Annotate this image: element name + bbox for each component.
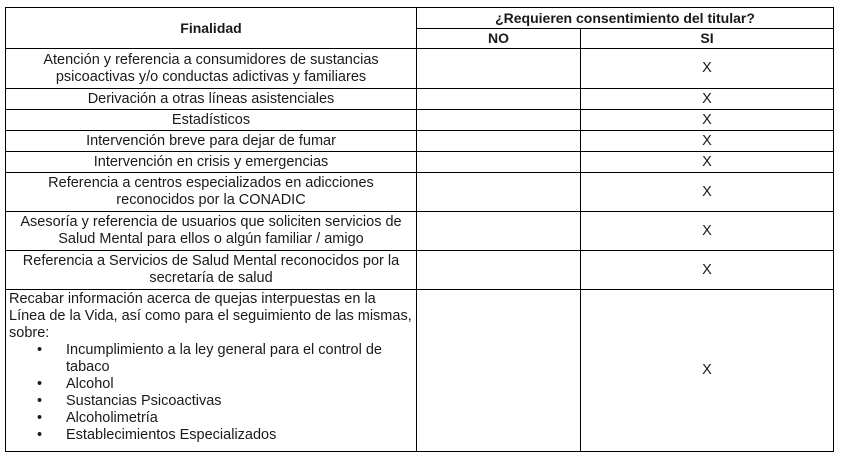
purpose-cell: Intervención en crisis y emergencias <box>6 152 417 173</box>
no-cell <box>417 131 581 152</box>
si-cell: X <box>581 173 834 212</box>
bullet-icon: • <box>37 427 43 443</box>
table-row <box>6 173 834 212</box>
list-item-label: Establecimientos Especializados <box>66 427 277 443</box>
no-cell <box>417 173 581 212</box>
no-cell <box>417 110 581 131</box>
no-cell <box>417 49 581 89</box>
header-row <box>6 8 834 29</box>
no-cell <box>417 212 581 251</box>
purpose-cell: Estadísticos <box>6 110 417 131</box>
table-row <box>6 290 834 452</box>
list-item-label: Sustancias Psicoactivas <box>66 393 222 409</box>
si-cell: X <box>581 251 834 290</box>
no-cell <box>417 251 581 290</box>
purpose-cell: Referencia a Servicios de Salud Mental reconocidos por la secretaría de salud <box>6 251 417 290</box>
si-cell: X <box>581 89 834 110</box>
complaints-list <box>9 342 413 444</box>
consent-question-header: ¿Requieren consentimiento del titular? <box>417 8 834 29</box>
table-row <box>6 131 834 152</box>
si-cell: X <box>581 131 834 152</box>
purpose-cell: Atención y referencia a consumidores de sustancias psicoactivas y/o conductas adictivas y familiares <box>6 49 417 89</box>
list-item-label: Alcohol <box>66 376 114 392</box>
list-item <box>37 376 413 393</box>
list-item <box>37 410 413 427</box>
table-row <box>6 49 834 89</box>
list-item-label: Alcoholimetría <box>66 410 158 426</box>
purpose-cell: Asesoría y referencia de usuarios que soliciten servicios de Salud Mental para ellos o algún familiar / amigo <box>6 212 417 251</box>
bullet-icon: • <box>37 410 43 426</box>
bullet-icon: • <box>37 393 43 409</box>
no-cell <box>417 152 581 173</box>
bullet-icon: • <box>37 342 43 358</box>
table-row <box>6 251 834 290</box>
si-cell: X <box>581 110 834 131</box>
consent-table <box>5 7 834 452</box>
list-item-label: Incumplimiento a la ley general para el control de tabaco <box>66 342 382 375</box>
no-cell <box>417 290 581 452</box>
purpose-cell <box>6 290 417 452</box>
bullet-icon: • <box>37 376 43 392</box>
si-cell: X <box>581 152 834 173</box>
si-cell: X <box>581 212 834 251</box>
no-column-header: NO <box>417 29 581 49</box>
complaints-intro: Recabar información acerca de quejas interpuestas en la Línea de la Vida, así como para el seguimiento de las mismas, sobre: <box>9 291 412 341</box>
table-row <box>6 212 834 251</box>
list-item <box>37 342 413 376</box>
table-row <box>6 89 834 110</box>
si-column-header: SI <box>581 29 834 49</box>
table-row <box>6 152 834 173</box>
purpose-header: Finalidad <box>6 8 417 49</box>
no-cell <box>417 89 581 110</box>
purpose-cell: Intervención breve para dejar de fumar <box>6 131 417 152</box>
purpose-cell: Derivación a otras líneas asistenciales <box>6 89 417 110</box>
table-row <box>6 110 834 131</box>
si-cell: X <box>581 290 834 452</box>
list-item <box>37 427 413 444</box>
purpose-cell: Referencia a centros especializados en adicciones reconocidos por la CONADIC <box>6 173 417 212</box>
si-cell: X <box>581 49 834 89</box>
list-item <box>37 393 413 410</box>
